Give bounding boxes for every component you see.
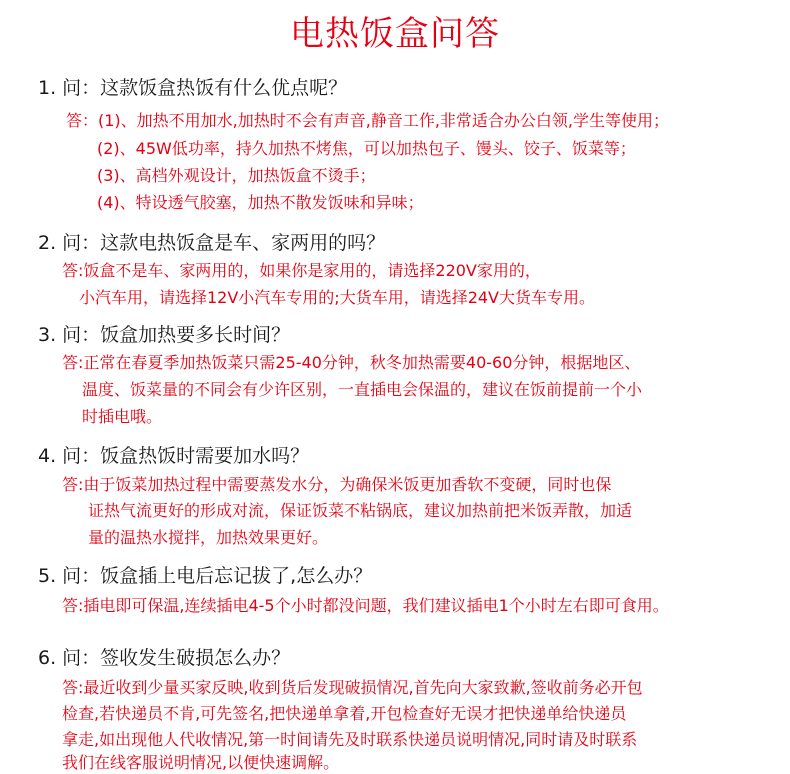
question-4: 4. 问：饭盒热饭时需要加水吗？	[38, 445, 310, 467]
answer-6-line-2: 检查,若快递员不肯,可先签名,把快递单拿着,开包检查好无误才把快递单给快递员	[62, 704, 627, 723]
question-6: 6. 问：签收发生破损怎么办？	[38, 647, 291, 669]
answer-6-line-1: 答:最近收到少量买家反映,收到货后发现破损情况,首先向大家致歉,签收前务必开包	[62, 678, 643, 697]
answer-4-line-1: 答:由于饭菜加热过程中需要蒸发水分，为确保米饭更加香软不变硬，同时也保	[62, 475, 612, 494]
answer-6-line-3: 拿走,如出现他人代收情况,第一时间请先及时联系快递员说明情况,同时请及时联系	[62, 730, 638, 749]
answer-1-line-4: (4)、特设透气胶塞，加热不散发饭味和异味；	[97, 193, 424, 212]
answer-6-line-4: 我们在线客服说明情况,以便快速调解。	[62, 753, 340, 772]
answer-3-line-2: 温度、饭菜量的不同会有少许区别，一直插电会保温的，建议在饭前提前一个小	[82, 380, 643, 399]
question-1: 1. 问：这款饭盒热饭有什么优点呢？	[38, 77, 348, 99]
answer-4-line-2: 证热气流更好的形成对流，保证饭菜不粘锅底，建议加热前把米饭弄散，加适	[88, 501, 633, 520]
page-title: 电热饭盒问答	[290, 14, 500, 54]
answer-2-line-2: 小汽车用，请选择12V小汽车专用的;大货车用，请选择24V大货车专用。	[79, 288, 596, 307]
question-3: 3. 问：饭盒加热要多长时间？	[38, 324, 291, 346]
answer-4-line-3: 量的温热水搅拌，加热效果更好。	[88, 528, 329, 547]
question-2: 2. 问：这款电热饭盒是车、家两用的吗？	[38, 232, 386, 254]
answer-2-line-1: 答:饭盒不是车、家两用的，如果你是家用的，请选择220V家用的，	[62, 261, 541, 280]
answer-3-line-1: 答:正常在春夏季加热饭菜只需25-40分钟，秋冬加热需要40-60分钟，根据地区、	[62, 353, 641, 372]
answer-1-line-2: (2)、45W低功率，持久加热不烤焦，可以加热包子、馒头、饺子、饭菜等；	[97, 139, 636, 158]
answer-3-line-3: 时插电哦。	[82, 407, 163, 426]
answer-1-line-1: 答：(1)、加热不用加水,加热时不会有声音,静音工作,非常适合办公白领,学生等使用；	[66, 111, 670, 130]
answer-1-line-3: (3)、高档外观设计，加热饭盒不烫手；	[97, 166, 376, 185]
question-5: 5. 问：饭盒插上电后忘记拔了,怎么办？	[38, 565, 373, 587]
answer-5-line-1: 答:插电即可保温,连续插电4-5个小时都没问题，我们建议插电1个小时左右即可食用。	[62, 596, 669, 615]
